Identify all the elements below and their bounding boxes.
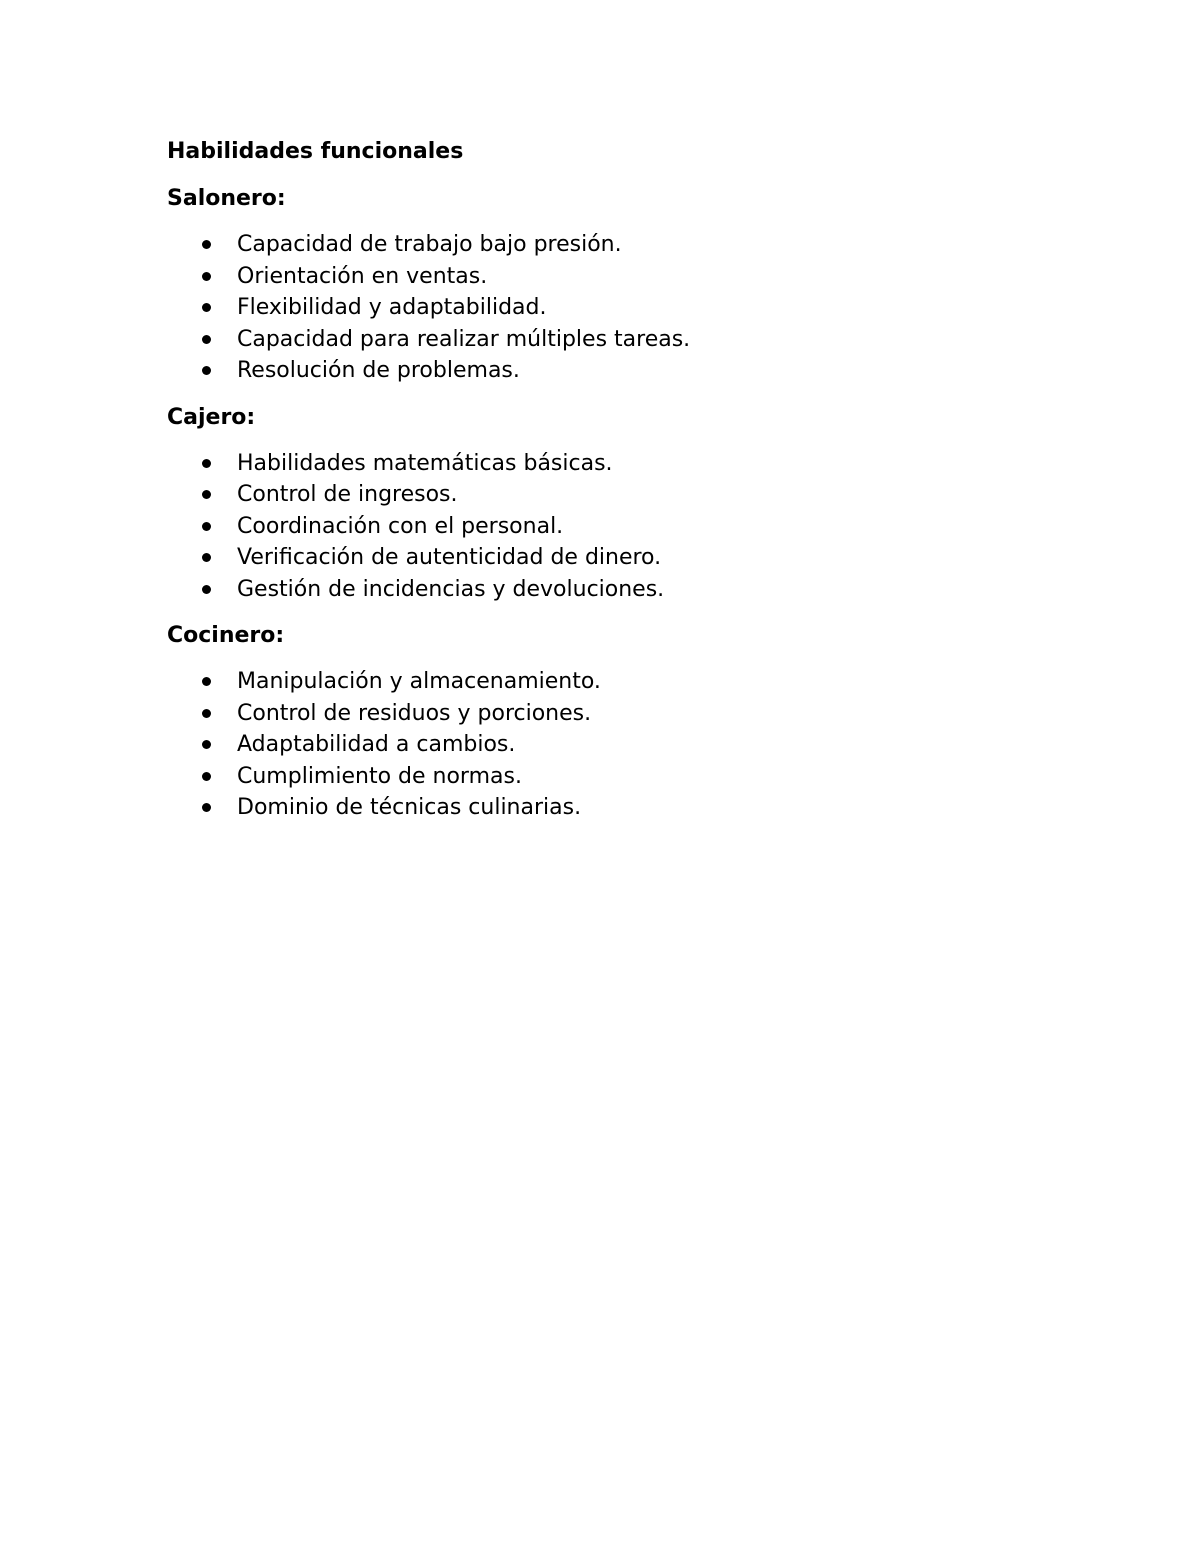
list-item-text: Verificación de autenticidad de dinero.: [237, 545, 662, 570]
bullet-icon: [202, 677, 211, 686]
bullet-icon: [202, 553, 211, 562]
list-item-text: Capacidad de trabajo bajo presión.: [237, 232, 622, 257]
list-item: [167, 698, 1067, 730]
bullet-icon: [202, 740, 211, 749]
list-item-text: Gestión de incidencias y devoluciones.: [237, 576, 665, 602]
list-item-text: Control de residuos y porciones.: [237, 700, 592, 726]
bullet-icon: [202, 459, 211, 468]
skill-list-salonero: [167, 229, 1067, 387]
list-item-text: Orientación en ventas.: [237, 263, 488, 289]
skill-list-cajero: [167, 448, 1067, 606]
list-item: [167, 292, 1067, 324]
section-cocinero: [167, 620, 1067, 824]
bullet-icon: [202, 709, 211, 718]
bullet-icon: [202, 240, 211, 249]
section-heading-cajero: Cajero:: [167, 404, 256, 430]
bullet-icon: [202, 272, 211, 281]
list-item-text: Cumplimiento de normas.: [237, 763, 522, 789]
list-item: [167, 729, 1067, 761]
list-item: [167, 448, 1067, 480]
bullet-icon: [202, 772, 211, 781]
list-item: [167, 792, 1067, 824]
list-item: [167, 324, 1067, 356]
section-salonero: [167, 183, 1067, 387]
list-item: [167, 574, 1067, 606]
skill-list-cocinero: [167, 666, 1067, 824]
list-item-text: Control de ingresos.: [237, 482, 458, 507]
bullet-icon: [202, 803, 211, 812]
list-item: [167, 542, 1067, 574]
list-item: [167, 355, 1067, 387]
list-item-text: Flexibilidad y adaptabilidad.: [237, 295, 547, 320]
bullet-icon: [202, 335, 211, 344]
list-item: [167, 511, 1067, 543]
list-item: [167, 229, 1067, 261]
document-body: [167, 136, 1067, 839]
list-item: [167, 666, 1067, 698]
section-heading-cocinero: Cocinero:: [167, 623, 285, 648]
list-item: [167, 261, 1067, 293]
bullet-icon: [202, 522, 211, 531]
list-item-text: Dominio de técnicas culinarias.: [237, 795, 582, 820]
bullet-icon: [202, 585, 211, 594]
bullet-icon: [202, 366, 211, 375]
list-item: [167, 761, 1067, 793]
list-item-text: Capacidad para realizar múltiples tareas.: [237, 326, 691, 352]
list-item-text: Resolución de problemas.: [237, 358, 520, 383]
section-cajero: [167, 402, 1067, 606]
bullet-icon: [202, 303, 211, 312]
list-item: [167, 479, 1067, 511]
bullet-icon: [202, 490, 211, 499]
section-heading-salonero: Salonero:: [167, 186, 286, 211]
list-item-text: Adaptabilidad a cambios.: [237, 732, 516, 757]
list-item-text: Coordinación con el personal.: [237, 513, 564, 539]
document-title: Habilidades funcionales: [167, 139, 464, 164]
list-item-text: Manipulación y almacenamiento.: [237, 669, 601, 694]
list-item-text: Habilidades matemáticas básicas.: [237, 450, 613, 476]
